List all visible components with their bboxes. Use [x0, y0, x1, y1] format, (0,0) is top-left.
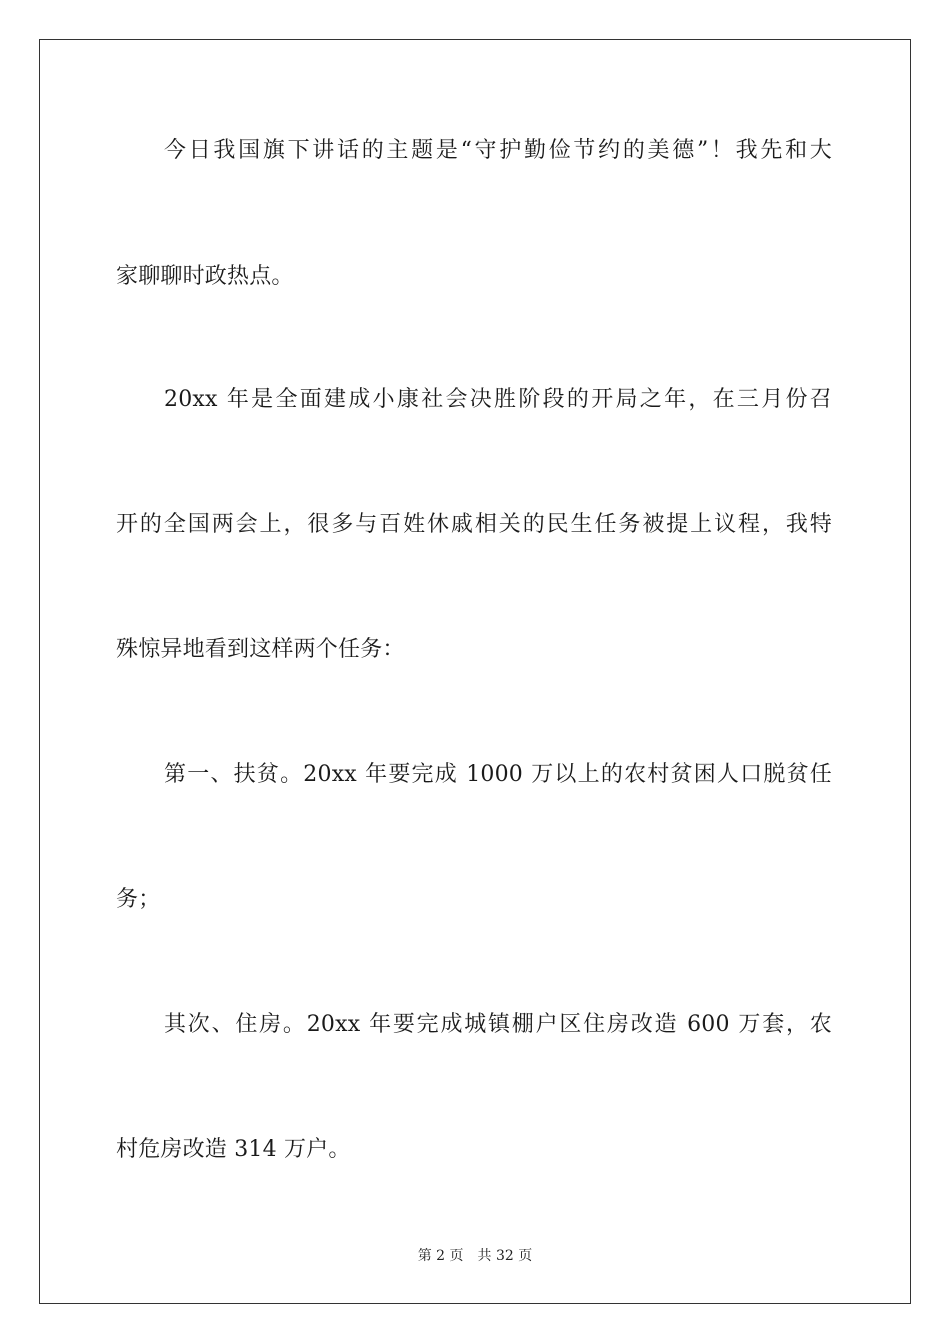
paragraph-3-line-1: 第一、扶贫。20xx 年要完成 1000 万以上的农村贫困人口脱贫任: [164, 762, 832, 787]
paragraph-4-line-2: 村危房改造 314 万户。: [116, 1137, 351, 1162]
paragraph-3-line-2: 务；: [116, 887, 161, 912]
paragraph-2-line-2: 开的全国两会上，很多与百姓休戚相关的民生任务被提上议程，我特: [116, 512, 832, 537]
paragraph-2-line-3: 殊惊异地看到这样两个任务：: [116, 637, 405, 662]
paragraph-4-line-1: 其次、住房。20xx 年要完成城镇棚户区住房改造 600 万套，农: [164, 1012, 832, 1037]
page-footer: [0, 1246, 950, 1266]
page-total: 共 32 页: [477, 1248, 533, 1264]
page-number: 第 2 页: [417, 1248, 464, 1264]
paragraph-1-line-2: 家聊聊时政热点。: [116, 264, 294, 289]
page-border: [39, 39, 911, 1304]
paragraph-1-line-1: 今日我国旗下讲话的主题是“守护勤俭节约的美德”！我先和大: [164, 138, 832, 163]
paragraph-2-line-1: 20xx 年是全面建成小康社会决胜阶段的开局之年，在三月份召: [164, 387, 832, 412]
